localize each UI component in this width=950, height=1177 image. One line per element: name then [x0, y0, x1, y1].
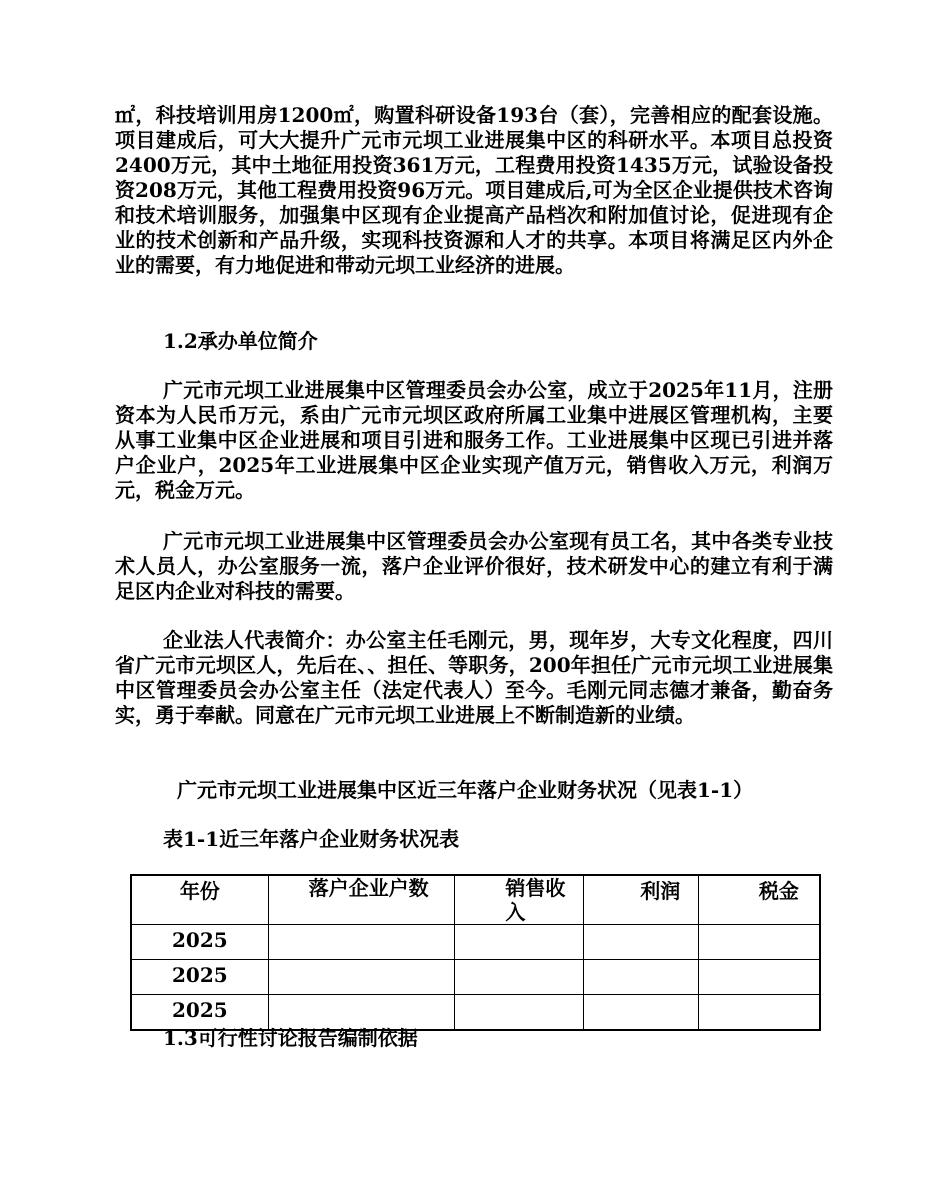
legal-representative-paragraph: 企业法人代表简介：办公室主任毛刚元，男，现年岁，大专文化程度，四川省广元市元坝区人，先后在、、担任、等职务，200年担任广元市元坝工业进展集中区管理委员会办公室主任（法定代表人）至今。毛刚元同志德才兼备，勤奋务实，勇于奉献。同意在广元市元坝工业进展上不断制造新的业绩。 — [115, 628, 833, 727]
sales-cell — [455, 925, 584, 960]
year-cell: 2025 — [131, 995, 268, 1031]
header-year: 年份 — [131, 875, 268, 925]
section-heading-1-2: 1.2承办单位简介 — [163, 329, 318, 353]
households-cell — [268, 995, 455, 1031]
table-caption: 表1-1近三年落户企业财务状况表 — [163, 827, 460, 851]
header-tax: 税金 — [698, 875, 820, 925]
year-cell: 2025 — [131, 960, 268, 995]
header-households — [268, 875, 455, 925]
profit-cell — [584, 995, 699, 1031]
finance-intro-line: 广元市元坝工业进展集中区近三年落户企业财务状况（见表1-1） — [177, 778, 754, 802]
table-header-row — [131, 875, 820, 925]
year-cell: 2025 — [131, 925, 268, 960]
project-summary-paragraph: ㎡，科技培训用房1200㎡，购置科研设备193台（套），完善相应的配套设施。项目建成后，可大大提升广元市元坝工业进展集中区的科研水平。本项目总投资2400万元，其中土地征用投资361万元，工程费用投资1435万元，试验设备投资208万元，其他工程费用投资96万元。项目建成后,可为全区企业提供技术咨询和技术培训服务，加强集中区现有企业提高产品档次和附加值讨论，促进现有企业的技术创新和产品升级，实现科技资源和人才的共享。本项目将满足区内外企业的需要，有力地促进和带动元坝工业经济的进展。 — [115, 103, 833, 277]
table-row — [131, 960, 820, 995]
tax-cell — [698, 995, 820, 1031]
section-heading-1-3: 1.3可行性讨论报告编制依据 — [163, 1026, 418, 1050]
households-cell — [268, 960, 455, 995]
header-households-text: 落户企业户数 — [308, 876, 429, 900]
tax-cell — [698, 960, 820, 995]
table-row — [131, 995, 820, 1031]
sales-cell — [455, 960, 584, 995]
staff-paragraph: 广元市元坝工业进展集中区管理委员会办公室现有员工名，其中各类专业技术人员人，办公室服务一流，落户企业评价很好，技术研发中心的建立有利于满足区内企业对科技的需要。 — [115, 529, 833, 603]
households-cell — [268, 925, 455, 960]
organization-intro-paragraph: 广元市元坝工业进展集中区管理委员会办公室，成立于2025年11月，注册资本为人民币万元，系由广元市元坝区政府所属工业集中进展区管理机构，主要从事工业集中区企业进展和项目引进和服务工作。工业进展集中区现已引进并落户企业户，2025年工业进展集中区企业实现产值万元，销售收入万元，利润万元，税金万元。 — [115, 378, 833, 502]
sales-cell — [455, 995, 584, 1031]
table-row — [131, 925, 820, 960]
profit-cell — [584, 960, 699, 995]
header-sales-text: 销售收入 — [505, 876, 566, 924]
finance-table — [130, 874, 821, 1031]
header-sales — [455, 875, 584, 925]
profit-cell — [584, 925, 699, 960]
tax-cell — [698, 925, 820, 960]
header-profit: 利润 — [584, 875, 699, 925]
